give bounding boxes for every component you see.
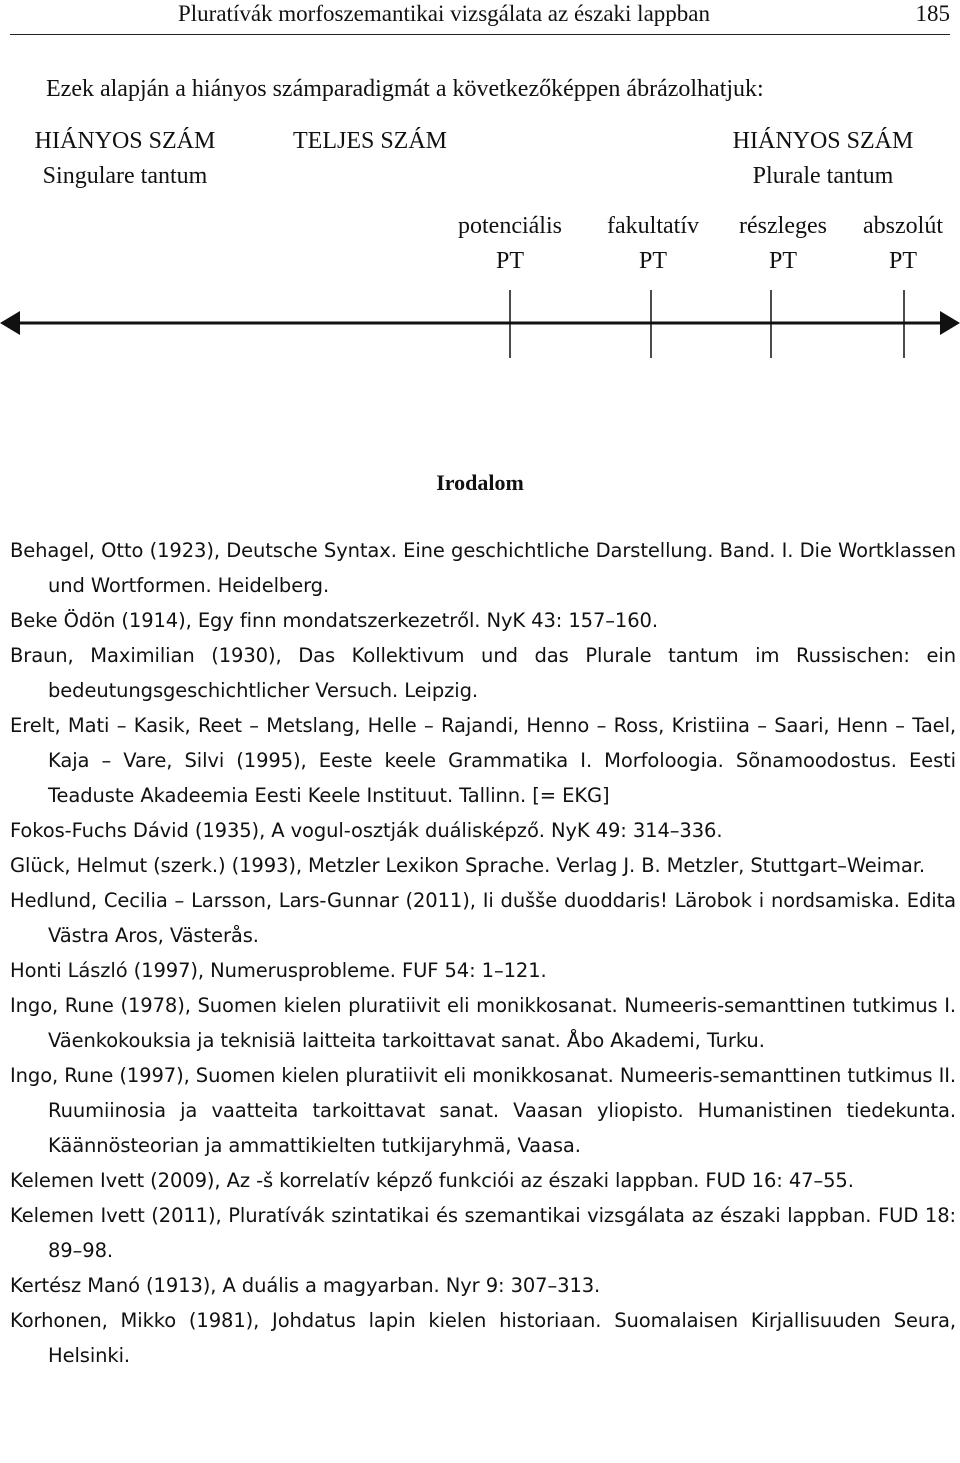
reference-item: Kelemen Ivett (2009), Az -š korrelatív képző funkciói az északi lappban. FUD 16: 47–55. <box>10 1169 854 1192</box>
reference-item: Kelemen Ivett (2011), Pluratívák szintatikai és szemantikai vizsgálata az északi lappban. FUD 18: 89–98. <box>10 1204 956 1262</box>
intro-sentence: Ezek alapján a hiányos számparadigmát a következőképpen ábrázolhatjuk: <box>46 76 764 102</box>
tick-name-reszleges: részleges <box>739 213 827 239</box>
section-title: Irodalom <box>436 470 524 495</box>
reference-item: Glück, Helmut (szerk.) (1993), Metzler Lexikon Sprache. Verlag J. B. Metzler, Stuttgart–Weimar. <box>10 854 925 877</box>
reference-item: Braun, Maximilian (1930), Das Kollektivum und das Plurale tantum im Russischen: ein bedeutungsgeschichtlicher Versuch. Leipzig. <box>10 644 956 702</box>
tick-abbr-potencialis: PT <box>495 248 525 274</box>
reference-item: Kertész Manó (1913), A duális a magyarban. Nyr 9: 307–313. <box>10 1274 601 1297</box>
right-bottom-label: Plurale tantum <box>752 163 894 189</box>
reference-item: Erelt, Mati – Kasik, Reet – Metslang, Helle – Rajandi, Henno – Ross, Kristiina – Saari, Henn – Tael, Kaja – Vare, Silvi (1995), Eeste keele Grammatika I. Morfoloogia. Sõnamoodostus. Eesti Teaduste Akadeemia Eesti Keele Instituut. Tallinn. [= EKG] <box>10 714 956 807</box>
right-arrowhead <box>940 311 960 335</box>
tick-abbr-fakultativ: PT <box>638 248 668 274</box>
number-scale-axis <box>0 290 960 365</box>
reference-item: Fokos-Fuchs Dávid (1935), A vogul-osztják duálisképző. NyK 49: 314–336. <box>10 819 723 842</box>
tick-name-potencialis: potenciális <box>458 213 562 239</box>
right-top-label: HIÁNYOS SZÁM <box>732 128 914 154</box>
left-bottom-label: Singulare tantum <box>42 163 208 189</box>
reference-item: Behagel, Otto (1923), Deutsche Syntax. Eine geschichtliche Darstellung. Band. I. Die Wortklassen und Wortformen. Heidelberg. <box>10 539 956 597</box>
reference-item: Korhonen, Mikko (1981), Johdatus lapin kielen historiaan. Suomalaisen Kirjallisuuden Seura, Helsinki. <box>10 1309 956 1367</box>
reference-item: Honti László (1997), Numerusprobleme. FUF 54: 1–121. <box>10 959 547 982</box>
tick-abbr-reszleges: PT <box>768 248 798 274</box>
tick-name-abszolut: abszolút <box>863 213 943 239</box>
page-number: 185 <box>915 1 950 26</box>
running-header <box>10 0 950 35</box>
reference-item: Ingo, Rune (1978), Suomen kielen pluratiivit eli monikkosanat. Numeeris-semanttinen tutkimus I. Väenkokouksia ja teknisiä laitteita tarkoittavat sanat. Åbo Akademi, Turku. <box>10 994 956 1052</box>
tick-name-fakultativ: fakultatív <box>607 213 699 239</box>
middle-label: TELJES SZÁM <box>292 128 448 154</box>
tick-abbr-abszolut: PT <box>888 248 918 274</box>
reference-list <box>10 533 956 1373</box>
left-arrowhead <box>0 311 20 335</box>
reference-item: Beke Ödön (1914), Egy finn mondatszerkezetről. NyK 43: 157–160. <box>10 609 658 632</box>
reference-item: Hedlund, Cecilia – Larsson, Lars-Gunnar (2011), Ii dušše duoddaris! Lärobok i nordsamiska. Edita Västra Aros, Västerås. <box>10 889 956 947</box>
left-top-label: HIÁNYOS SZÁM <box>34 128 216 154</box>
running-title: Pluratívák morfoszemantikai vizsgálata az északi lappban <box>178 1 710 26</box>
reference-item: Ingo, Rune (1997), Suomen kielen pluratiivit eli monikkosanat. Numeeris-semanttinen tutkimus II. Ruumiinosia ja vaatteita tarkoittavat sanat. Vaasan yliopisto. Humanistinen tiedekunta. Käännösteorian ja ammattikielten tutkijaryhmä, Vaasa. <box>10 1064 956 1157</box>
